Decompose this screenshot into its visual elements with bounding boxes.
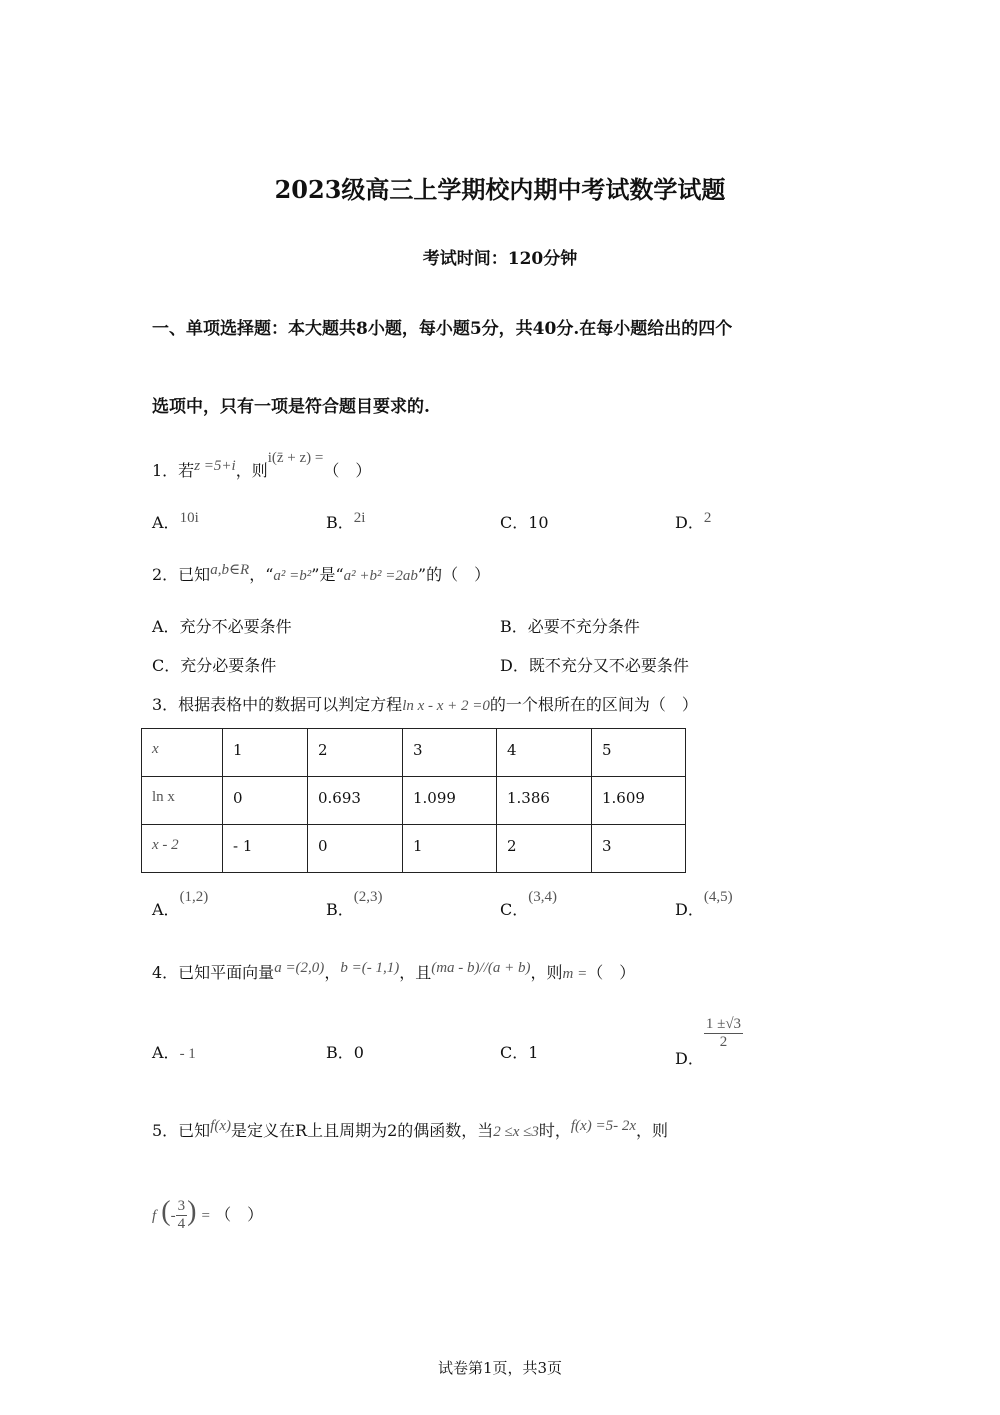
- table-cell: 1: [223, 729, 308, 777]
- table-cell: 2: [308, 729, 403, 777]
- table-cell: 1.099: [403, 777, 497, 825]
- q1-option-d[interactable]: D．2: [675, 510, 712, 532]
- table-cell: 0: [308, 825, 403, 873]
- page-footer: 试卷第1页，共3页: [437, 1359, 563, 1377]
- table-cell: 1.609: [592, 777, 686, 825]
- question-5-line-2: f (- $\frac{3}{4}$ ) = （ ）: [152, 1196, 264, 1232]
- question-1: 1．若z =5+i，则i(z̄ + z) =（ ）: [152, 450, 372, 480]
- q4-option-d[interactable]: D． $\frac{1 \pm√3}{2}$: [675, 1016, 742, 1068]
- table-cell: x: [142, 729, 223, 777]
- table-row: [142, 777, 686, 825]
- q2-option-a[interactable]: A．充分不必要条件: [152, 617, 292, 636]
- table-cell: 2: [497, 825, 592, 873]
- table-cell: 3: [403, 729, 497, 777]
- q3-option-c[interactable]: C．(3,4): [500, 889, 557, 919]
- q4-option-a[interactable]: A．- 1: [152, 1043, 196, 1062]
- section-heading-line-2: 选项中，只有一项是符合题目要求的.: [152, 397, 430, 417]
- exam-duration: 考试时间：120分钟: [422, 249, 578, 269]
- question-4: 4．已知平面向量a =(2,0)，b =(- 1,1)，且(ma - b)//(a + b)，则m =（ ）: [152, 960, 636, 982]
- section-heading-line-1: 一、单项选择题：本大题共8小题，每小题5分，共40分.在每小题给出的四个: [152, 319, 733, 339]
- table-cell: 1.386: [497, 777, 592, 825]
- q4-option-b[interactable]: B．0: [326, 1043, 364, 1062]
- table-cell: 1: [403, 825, 497, 873]
- table-cell: 5: [592, 729, 686, 777]
- q2-option-c[interactable]: C．充分必要条件: [152, 656, 277, 675]
- table-cell: 3: [592, 825, 686, 873]
- q1-option-c[interactable]: C．10: [500, 513, 549, 532]
- q2-option-d[interactable]: D．既不充分又不必要条件: [500, 656, 689, 675]
- q3-option-a[interactable]: A．(1,2): [152, 889, 209, 919]
- table-cell: 4: [497, 729, 592, 777]
- question-5: 5．已知f(x)是定义在R上且周期为2的偶函数，当2 ≤x ≤3时，f(x) =5- 2x，则: [152, 1118, 668, 1140]
- q4-option-c[interactable]: C．1: [500, 1043, 539, 1062]
- data-table: [141, 728, 686, 873]
- table-cell: 0: [223, 777, 308, 825]
- q2-option-b[interactable]: B．必要不充分条件: [500, 617, 640, 636]
- q1-option-a[interactable]: A．10i: [152, 510, 199, 532]
- q1-expr-z: z =5+i: [194, 458, 236, 474]
- q3-option-b[interactable]: B．(2,3): [326, 889, 383, 919]
- table-cell: ln x: [142, 777, 223, 825]
- table-cell: x - 2: [142, 825, 223, 873]
- table-cell: - 1: [223, 825, 308, 873]
- page-title: 2023级高三上学期校内期中考试数学试题: [274, 175, 726, 204]
- q1-option-b[interactable]: B．2i: [326, 510, 366, 532]
- table-cell: 0.693: [308, 777, 403, 825]
- question-3: 3．根据表格中的数据可以判定方程ln x - x + 2 =0的一个根所在的区间为（ ）: [152, 695, 698, 714]
- table-row: [142, 825, 686, 873]
- q3-option-d[interactable]: D．(4,5): [675, 889, 733, 919]
- table-row: [142, 729, 686, 777]
- q1-expr-conj: i(z̄ + z) =: [267, 450, 324, 466]
- question-2: 2．已知a,b∈R，“a² =b²”是“a² +b² =2ab”的（ ）: [152, 562, 491, 584]
